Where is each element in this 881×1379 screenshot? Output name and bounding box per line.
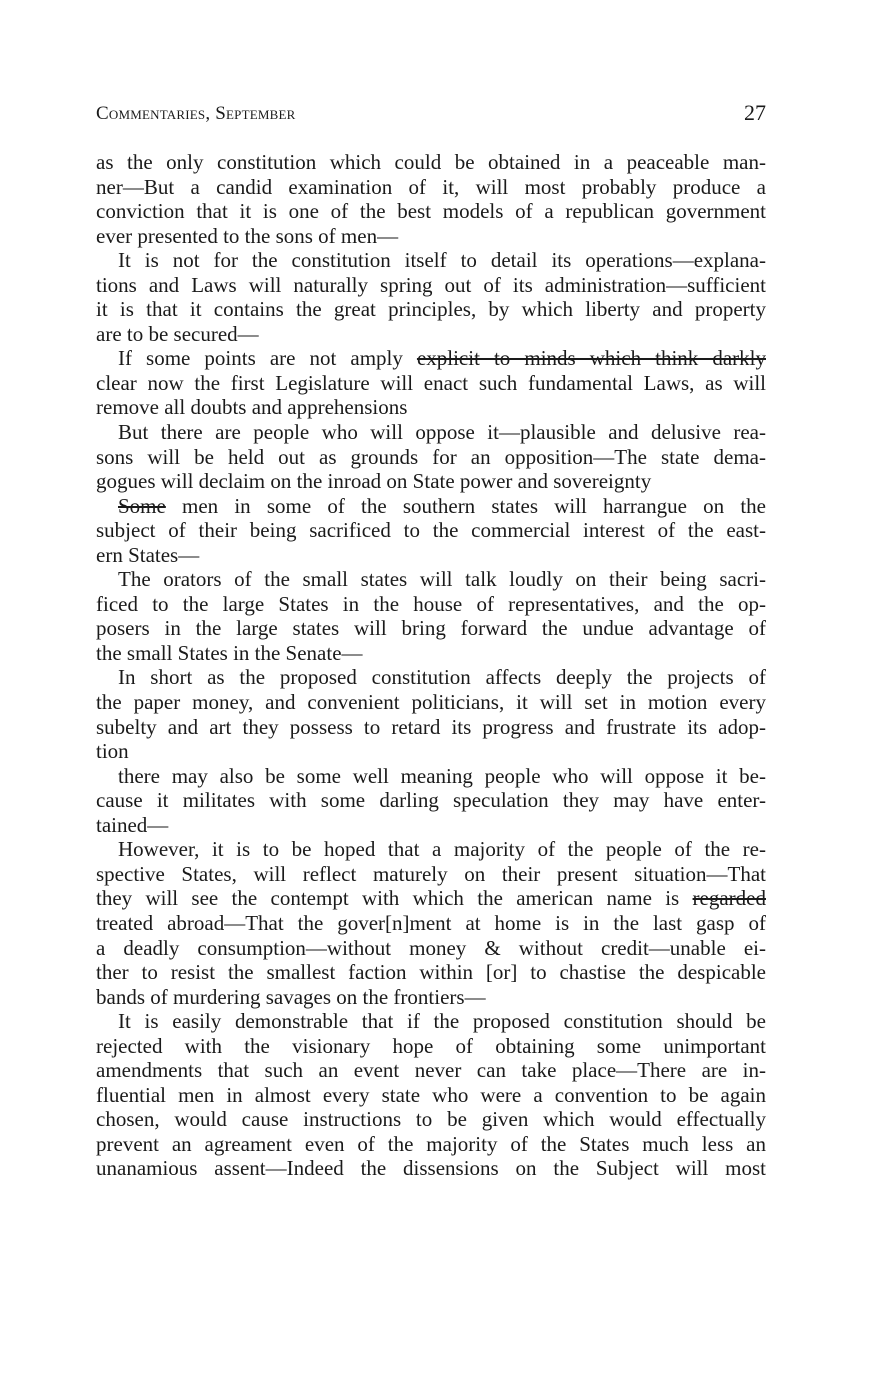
text-segment: the small States in the Senate— [96, 640, 363, 665]
text-segment: are to be secured— [96, 321, 259, 346]
text-line [96, 1156, 766, 1181]
text-segment: It is easily demonstrable that if the proposed constitution should be [118, 1009, 766, 1034]
text-line [96, 420, 766, 445]
struck-text: regarded [692, 886, 766, 911]
text-segment: men in some of the southern states will harrangue on the [165, 493, 766, 518]
text-segment: as the only constitution which could be obtained in a peaceable man- [96, 150, 766, 174]
text-line [96, 518, 766, 543]
text-segment: ern States— [96, 542, 200, 567]
text-segment: there may also be some well meaning people who will oppose it be- [118, 763, 766, 788]
text-line [96, 641, 766, 666]
running-title: Commentaries, September [96, 103, 296, 124]
text-segment: conviction that it is one of the best models of a republican government [96, 199, 766, 224]
text-segment: ficed to the large States in the house of representatives, and the op- [96, 591, 766, 616]
text-line [96, 1083, 766, 1108]
text-line [96, 616, 766, 641]
text-segment: rejected with the visionary hope of obtaining some unimportant [96, 1033, 766, 1058]
text-line [96, 886, 766, 911]
text-segment: it is that it contains the great principles, by which liberty and property [96, 297, 766, 322]
page-number: 27 [744, 100, 766, 125]
text-segment: subelty and art they possess to retard its progress and frustrate its adop- [96, 714, 766, 739]
text-line [96, 395, 766, 420]
text-line [96, 911, 766, 936]
text-line [96, 273, 766, 298]
text-line [96, 715, 766, 740]
text-line [96, 1034, 766, 1059]
text-segment: tion [96, 739, 129, 764]
text-segment: remove all doubts and apprehensions [96, 395, 408, 420]
text-segment: However, it is to be hoped that a majority of the people of the re- [118, 837, 766, 862]
text-line [96, 567, 766, 592]
text-segment: fluential men in almost every state who were a convention to be again [96, 1082, 766, 1107]
text-segment: ther to resist the smallest faction within [or] to chastise the despicable [96, 960, 766, 985]
text-line [96, 739, 766, 764]
text-line [96, 322, 766, 347]
text-line [96, 199, 766, 224]
text-segment: a deadly consumption—without money & without credit—unable ei- [96, 935, 766, 960]
text-segment: sons will be held out as grounds for an opposition—The state dema- [96, 444, 766, 469]
text-line [96, 1107, 766, 1132]
text-line [96, 469, 766, 494]
text-line [96, 371, 766, 396]
text-segment: gogues will declaim on the inroad on State power and sovereignty [96, 469, 652, 494]
text-segment: treated abroad—That the gover[n]ment at home is in the last gasp of [96, 910, 766, 935]
text-line [96, 1058, 766, 1083]
text-segment: cause it militates with some darling speculation they may have enter- [96, 788, 766, 813]
text-segment: ner—But a candid examination of it, will most probably produce a [96, 174, 766, 199]
text-line [96, 543, 766, 568]
text-segment: The orators of the small states will talk loudly on their being sacri- [118, 567, 766, 592]
text-segment: bands of murdering savages on the frontiers— [96, 984, 486, 1009]
text-segment: ever presented to the sons of men— [96, 223, 399, 248]
text-segment: prevent an agreament even of the majority of the States much less an [96, 1131, 766, 1156]
text-segment: tained— [96, 812, 169, 837]
text-line [96, 494, 766, 519]
text-segment: the paper money, and convenient politicians, it will set in motion every [96, 690, 766, 715]
text-segment: chosen, would cause instructions to be given which would effectually [96, 1107, 766, 1132]
body-text [96, 150, 766, 1181]
text-segment: It is not for the constitution itself to detail its operations—explana- [118, 248, 766, 273]
text-line [96, 813, 766, 838]
text-line [96, 960, 766, 985]
struck-text: explicit to minds which think darkly [416, 346, 766, 371]
text-line [96, 788, 766, 813]
text-line [96, 690, 766, 715]
text-line [96, 1009, 766, 1034]
running-header [96, 100, 766, 130]
text-segment: amendments that such an event never can take place—There are in- [96, 1058, 766, 1083]
text-line [96, 592, 766, 617]
text-segment: tions and Laws will naturally spring out of its administration—sufficient [96, 272, 766, 297]
text-segment: If some points are not amply [118, 346, 417, 371]
text-line [96, 297, 766, 322]
struck-text: Some [118, 493, 166, 518]
text-segment: In short as the proposed constitution affects deeply the projects of [118, 665, 766, 690]
text-segment: posers in the large states will bring forward the undue advantage of [96, 616, 766, 641]
text-segment: clear now the first Legislature will enact such fundamental Laws, as will [96, 370, 766, 395]
text-line [96, 150, 766, 175]
text-line [96, 248, 766, 273]
text-line [96, 445, 766, 470]
text-line [96, 764, 766, 789]
text-line [96, 862, 766, 887]
text-segment: they will see the contempt with which the american name is [96, 886, 693, 911]
text-line [96, 346, 766, 371]
text-segment: subject of their being sacrificed to the commercial interest of the east- [96, 518, 766, 543]
text-line [96, 1132, 766, 1157]
text-segment: But there are people who will oppose it—plausible and delusive rea- [118, 420, 766, 445]
text-line [96, 936, 766, 961]
text-line [96, 224, 766, 249]
text-line [96, 985, 766, 1010]
text-line [96, 665, 766, 690]
text-segment: unanamious assent—Indeed the dissensions on the Subject will most [96, 1156, 766, 1181]
text-line [96, 175, 766, 200]
text-segment: spective States, will reflect maturely on their present situation—That [96, 861, 766, 886]
text-line [96, 837, 766, 862]
